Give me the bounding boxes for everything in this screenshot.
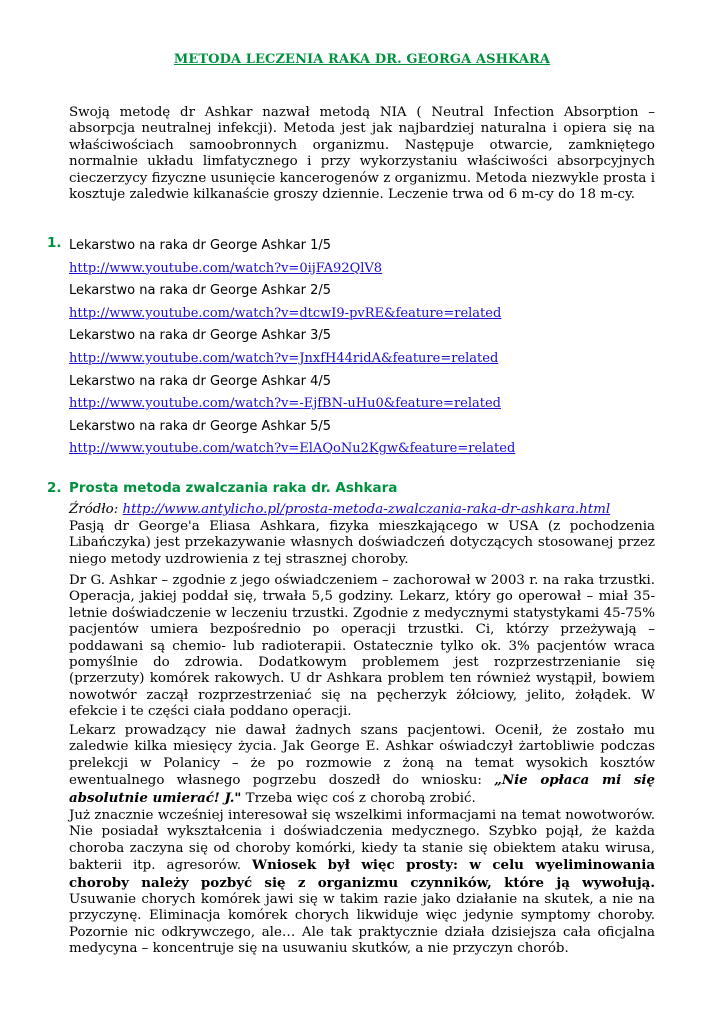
intro-paragraph: Swoją metodę dr Ashkar nazwał metodą NIA ( Neutral Infection Absorption – absorpcja neutralnej infekcji). Metoda jest jak najbardziej naturalna i opiera się na właściwościach samoobronnych organizmu. Następuje otwarcie, zamkniętego normalnie układu limfatycznego i przy wykorzystaniu właściwości absorpcyjnych cieczerzycy fizyczne usunięcie kancerogenów z organizmu. Metoda niezwykle prosta i kosztuje zaledwie kilkanaście groszy dziennie. Leczenie trwa od 6 m-cy do 18 m-cy. [69, 105, 655, 203]
list-item [69, 236, 669, 259]
source-label: Źródło: [69, 502, 119, 517]
video-label: Lekarstwo na raka dr George Ashkar 5/5 [69, 418, 332, 434]
list-item [69, 304, 669, 327]
quote-text: „Nie opłaca mi się absolutnie umierać! J." [69, 772, 656, 806]
video-link[interactable]: http://www.youtube.com/watch?v=dtcwI9-pvRE&feature=related [69, 305, 502, 321]
video-label: Lekarstwo na raka dr George Ashkar 2/5 [69, 283, 332, 299]
list-item [69, 349, 669, 372]
section-2-paragraph-4 [69, 808, 655, 958]
paragraph-text: Trzeba więc coś z chorobą zrobić. [241, 790, 476, 806]
video-link[interactable]: http://www.youtube.com/watch?v=JnxfH44ridA&feature=related [69, 350, 499, 366]
list-item [69, 394, 669, 417]
video-label: Lekarstwo na raka dr George Ashkar 3/5 [69, 328, 332, 344]
video-link[interactable]: http://www.youtube.com/watch?v=ElAQoNu2Kgw&feature=related [69, 441, 516, 457]
video-label: Lekarstwo na raka dr George Ashkar 4/5 [69, 373, 332, 389]
list-item [69, 417, 669, 440]
list-item [69, 439, 669, 462]
section-1-number: 1. [47, 235, 62, 251]
section-2-title: Prosta metoda zwalczania raka dr. Ashkara [69, 480, 398, 496]
emphasis-text: Wniosek był więc prosty: w celu wyeliminowania choroby należy pozbyć się z organizmu czynników, które ją wywołują. [69, 857, 655, 891]
video-link[interactable]: http://www.youtube.com/watch?v=-EjfBN-uHu0&feature=related [69, 396, 501, 412]
video-link-list [69, 236, 669, 462]
section-2-paragraph-1: Pasją dr George'a Eliasa Ashkara, fizyka mieszkającego w USA (z pochodzenia Libańczyka) jest przekazywanie własnych doświadczeń dotyczących stosowanej przez niego metody uzdrowienia z tej strasznej choroby. [69, 519, 655, 567]
section-2-paragraph-3 [69, 723, 655, 807]
list-item [69, 326, 669, 349]
video-label: Lekarstwo na raka dr George Ashkar 1/5 [69, 238, 332, 253]
paragraph-text: Usuwanie chorych komórek jawi się w takim razie jako działanie na skutek, a nie na przyczynę. Eliminacja komórek chorych likwiduje więc jedynie symptomy choroby. Pozornie nic odkrywczego, ale… Ale tak praktycznie działa dzisiejsza cała oficjalna medycyna – koncentruje się na usuwaniu skutków, a nie przyczyn chorób. [69, 892, 655, 957]
source-line [69, 502, 610, 517]
paragraph-text: Lekarz prowadzący nie dawał żadnych szans pacjentowi. Ocenił, że zostało mu zaledwie kilka miesięcy życia. Jak George E. Ashkar oświadczył żartobliwie podczas prelekcji w Polanicy – że po rozmowie z żoną na temat wysokich kosztów ewentualnego własnego pogrzebu doszedł do wniosku: [69, 723, 655, 789]
list-item [69, 281, 669, 304]
paragraph-text: Już znacznie wcześniej interesował się wszelkimi informacjami na temat nowotworów. Nie posiadał wykształcenia i doświadczenia medycznego. Szybko pojął, że każda choroba zaczyna się od choroby komórki, kiedy ta stanie się obiektem ataku wirusa, bakterii itp. agresorów. [69, 808, 655, 874]
page-title: METODA LECZENIA RAKA DR. GEORGA ASHKARA [173, 52, 551, 67]
list-item [69, 372, 669, 395]
list-item [69, 259, 669, 282]
section-2-paragraph-2: Dr G. Ashkar – zgodnie z jego oświadczeniem – zachorował w 2003 r. na raka trzustki. Operacja, jakiej poddał się, trwała 5,5 godziny. Lekarz, który go operował – miał 35-letnie doświadczenie w leczeniu trzustki. Zgodnie z medycznymi statystykami 45-75% pacjentów umiera bezpośrednio po operacji trzustki. Ci, którzy przeżywają – poddawani są chemio- lub radioterapii. Ostatecznie tylko ok. 3% pacjentów wraca pomyślnie do zdrowia. Dodatkowym problemem jest rozprzestrzenianie się (przerzuty) komórek rakowych. U dr Ashkara problem ten również wystąpił, bowiem nowotwór zaczął rozprzestrzeniać się na pęcherzyk żółciowy, jelito, żołądek. W efekcie i te części ciała poddano operacji. [69, 573, 655, 720]
video-link[interactable]: http://www.youtube.com/watch?v=0ijFA92QlV8 [69, 260, 383, 276]
section-2-number: 2. [47, 480, 62, 496]
source-link[interactable]: http://www.antylicho.pl/prosta-metoda-zwalczania-raka-dr-ashkara.html [122, 502, 611, 517]
